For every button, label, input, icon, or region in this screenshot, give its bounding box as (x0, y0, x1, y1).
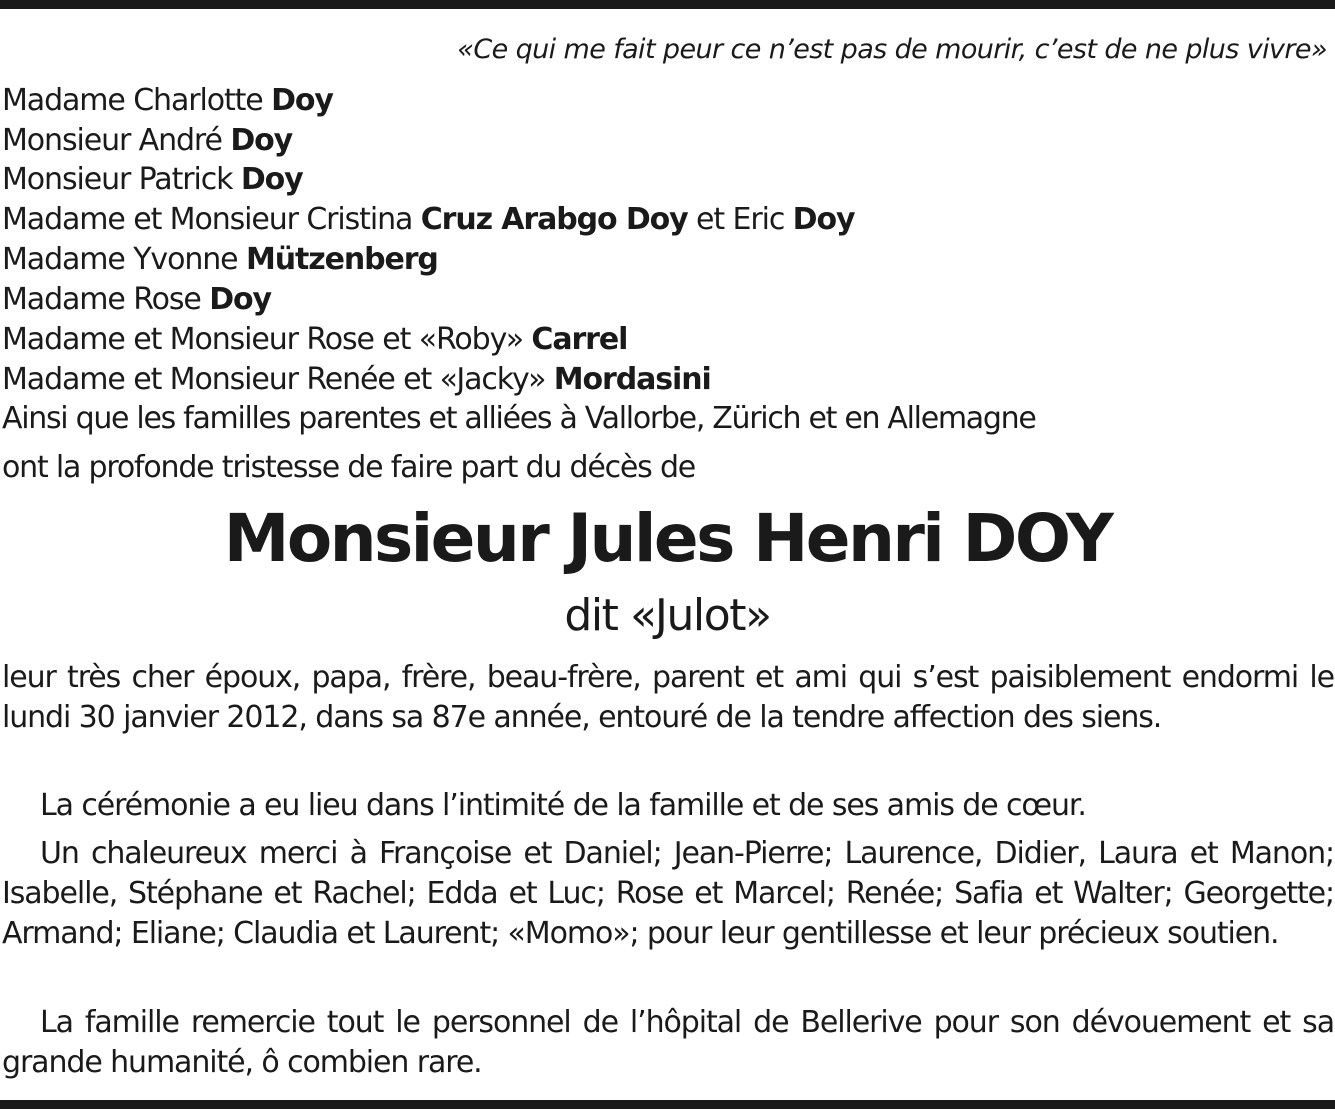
mourner-line (2, 282, 271, 317)
mourner-line (2, 242, 438, 277)
mourner-title: et Eric (687, 202, 793, 237)
mourner-surname: Doy (271, 83, 333, 118)
top-rule (0, 0, 1335, 9)
mourner-surname: Doy (240, 162, 303, 197)
mourner-title: Madame Rose (2, 282, 210, 317)
mourner-line (2, 322, 627, 357)
mourner-title: Madame Charlotte (2, 83, 272, 118)
thanks-paragraph: Un chaleureux merci à Françoise et Daniel; Jean-Pierre; Laurence, Didier, Laura et Manon; Isabelle, Stéphane et Rachel; Edda et Luc; Rose et Marcel; Renée; Safia et Walter; Georgette; Armand; Eliane; Claudia et Laurent; «Momo»; pour leur gentillesse et leur précieux soutien. (2, 836, 1334, 951)
mourner-title: Madame et Monsieur Renée et «Jacky» (2, 362, 554, 397)
mourner-surname: Doy (230, 123, 293, 158)
mourner-surname: Mützenberg (245, 242, 438, 277)
mourner-line (2, 202, 854, 237)
mourner-line (2, 83, 333, 118)
bottom-rule (0, 1100, 1335, 1109)
mourner-line (2, 362, 711, 397)
tribute-paragraph: leur très cher époux, papa, frère, beau-frère, parent et ami qui s’est paisiblement endormi le lundi 30 janvier 2012, dans sa 87e année, entouré de la tendre affection des siens. (2, 660, 1334, 735)
mourner-title: Madame Yvonne (2, 242, 246, 277)
hospital-thanks-paragraph: La famille remercie tout le personnel de l’hôpital de Bellerive pour son dévouement et sa grande humanité, ô combien rare. (2, 1005, 1334, 1080)
announcement-line: ont la profonde tristesse de faire part du décès de (2, 450, 696, 485)
mourner-surname: Carrel (531, 322, 628, 357)
ceremony-paragraph: La cérémonie a eu lieu dans l’intimité de la famille et de ses amis de cœur. (40, 788, 1086, 823)
families-line: Ainsi que les familles parentes et alliées à Vallorbe, Zürich et en Allemagne (2, 401, 1036, 436)
epigraph-quote: «Ce qui me fait peur ce n’est pas de mourir, c’est de ne plus vivre» (457, 34, 1327, 65)
mourner-line (2, 162, 303, 197)
mourner-title: Monsieur André (2, 123, 231, 158)
deceased-name: Monsieur Jules Henri DOY (223, 500, 1112, 577)
mourner-title: Madame et Monsieur Rose et «Roby» (2, 322, 532, 357)
mourner-surname: Mordasini (553, 362, 711, 397)
deceased-nickname: dit «Julot» (564, 590, 771, 641)
mourner-title: Monsieur Patrick (2, 162, 241, 197)
mourner-title: Madame et Monsieur Cristina (2, 202, 421, 237)
mourner-line (2, 123, 292, 158)
mourner-surname: Cruz Arabgo Doy (420, 202, 688, 237)
mourner-surname: Doy (792, 202, 855, 237)
mourner-surname: Doy (209, 282, 271, 317)
